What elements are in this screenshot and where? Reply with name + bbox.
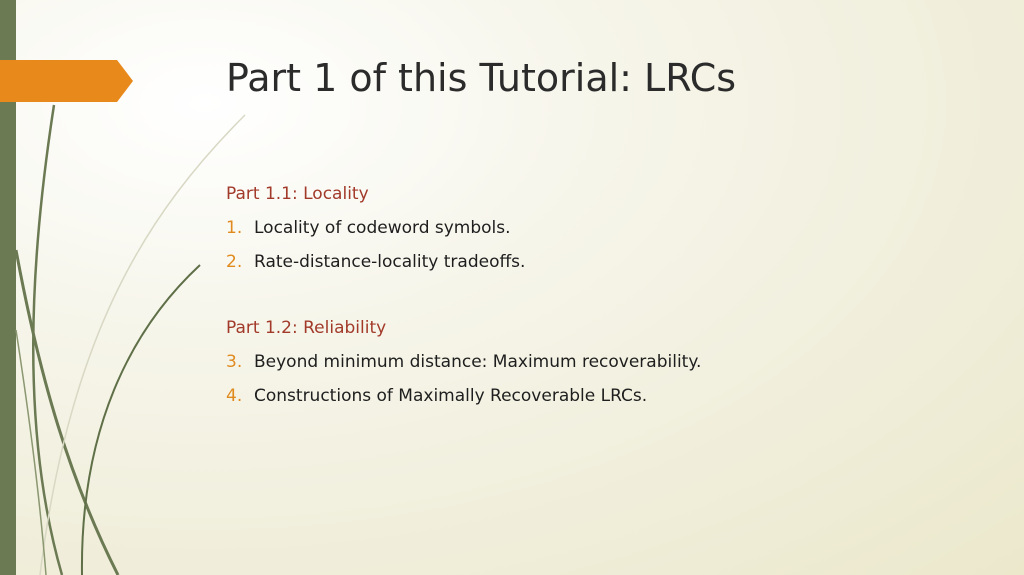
section-heading-reliability: Part 1.2: Reliability: [226, 318, 387, 338]
orange-arrow-accent: [0, 60, 133, 102]
list-item: [226, 218, 511, 238]
list-item-text: Rate-distance-locality tradeoffs.: [254, 252, 526, 272]
list-item-text: Constructions of Maximally Recoverable LRCs.: [254, 386, 648, 406]
list-item-number: 4.: [226, 386, 243, 406]
list-item: [226, 386, 647, 406]
list-item-number: 3.: [226, 352, 243, 372]
list-item-text: Beyond minimum distance: Maximum recoverability.: [254, 352, 702, 372]
list-item: [226, 352, 701, 372]
list-item: [226, 252, 525, 272]
section-heading-locality: Part 1.1: Locality: [226, 184, 369, 204]
slide-title: Part 1 of this Tutorial: LRCs: [226, 56, 737, 100]
list-item-number: 1.: [226, 218, 243, 238]
list-item-text: Locality of codeword symbols.: [254, 218, 511, 238]
list-item-number: 2.: [226, 252, 243, 272]
